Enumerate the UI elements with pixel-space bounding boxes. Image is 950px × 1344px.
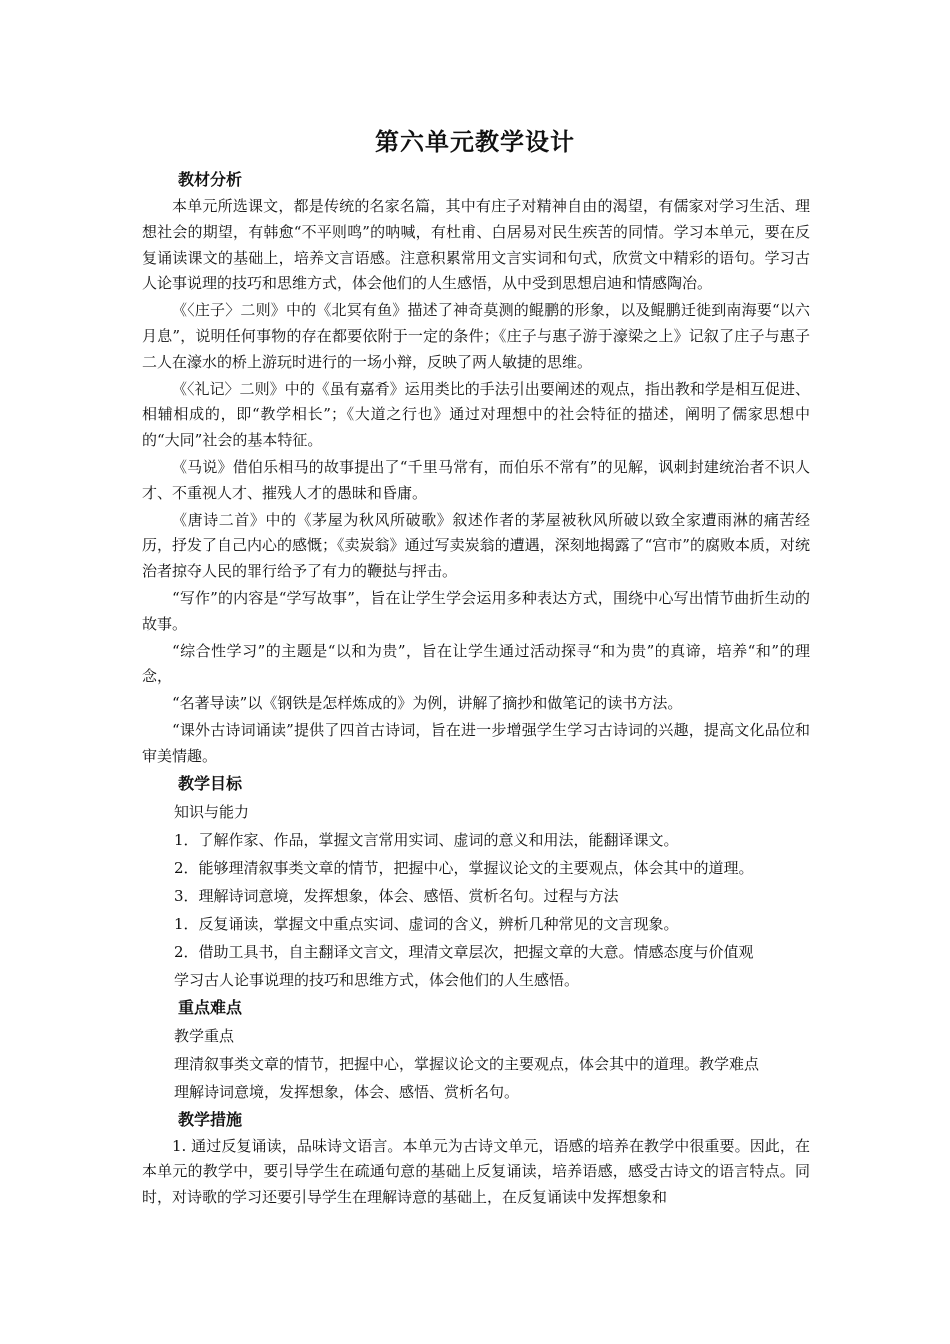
- section-heading-analysis: 教材分析: [178, 170, 243, 189]
- document-body: [142, 166, 810, 1211]
- measures-paragraph: 1. 通过反复诵读，品味诗文语言。本单元为古诗文单元，语感的培养在教学中很重要。因此，在本单元的教学中，要引导学生在疏通句意的基础上反复诵读，培养语感，感受古诗文的语言特点。同时，对诗歌的学习还要引导学生在理解诗意的基础上，在反复诵读中发挥想象和: [142, 1136, 810, 1207]
- section-heading-goals: 教学目标: [178, 773, 243, 793]
- goal-item-text: 3．理解诗词意境，发挥想象，体会、感悟、赏析名句。: [174, 886, 544, 905]
- analysis-paragraph: “名著导读”以《钢铁是怎样炼成的》为例，讲解了摘抄和做笔记的读书方法。: [172, 694, 683, 713]
- goal-item: 学习古人论事说理的技巧和思维方式，体会他们的人生感悟。: [174, 970, 580, 989]
- analysis-paragraph: 《〈礼记〉二则》中的《虽有嘉肴》运用类比的手法引出要阐述的观点，指出教和学是相互促进、相辅相成的，即“教学相长”；《大道之行也》通过对理想中的社会特征的描述，阐明了儒家思想中的“大同”社会的基本特征。: [142, 379, 810, 450]
- subheading-difficulty: 教学难点: [699, 1054, 760, 1073]
- section-heading-keypoints: 重点难点: [178, 997, 243, 1017]
- subheading-knowledge: 知识与能力: [174, 802, 250, 821]
- section-heading-measures: 教学措施: [178, 1109, 243, 1129]
- goal-item: [174, 882, 810, 910]
- analysis-paragraph: 《〈庄子〉二则》中的《北冥有鱼》描述了神奇莫测的鲲鹏的形象，以及鲲鹏迁徙到南海要“以六月息”，说明任何事物的存在都要依附于一定的条件；《庄子与惠子游于濠梁之上》记叙了庄子与惠子二人在濠水的桥上游玩时进行的一场小辩，反映了两人敏捷的思维。: [142, 301, 810, 371]
- analysis-paragraph: “综合性学习”的主题是“以和为贵”，旨在让学生通过活动探寻“和为贵”的真谛，培养“和”的理念，: [142, 641, 810, 686]
- analysis-paragraph: 本单元所选课文，都是传统的名家名篇，其中有庄子对精神自由的渴望，有儒家对学习生活、理想社会的期望，有韩愈“不平则鸣”的呐喊，有杜甫、白居易对民生疾苦的同情。学习本单元，要在反复诵读课文的基础上，培养文言语感。注意积累常用文言实词和句式，欣赏文中精彩的语句。学习古人论事说理的技巧和思维方式，体会他们的人生感悟，从中受到思想启迪和情感陶冶。: [142, 197, 810, 293]
- analysis-paragraph: 《马说》借伯乐相马的故事提出了“千里马常有，而伯乐不常有”的见解，讽刺封建统治者不识人才、不重视人才、摧残人才的愚昧和昏庸。: [142, 457, 810, 502]
- analysis-paragraph: 《唐诗二首》中的《茅屋为秋风所破歌》叙述作者的茅屋被秋风所破以致全家遭雨淋的痛苦经历，抒发了自己内心的感慨；《卖炭翁》通过写卖炭翁的遭遇，深刻地揭露了“宫市”的腐败本质，对统治者掠夺人民的罪行给予了有力的鞭挞与抨击。: [142, 510, 810, 581]
- goal-item: 1．了解作家、作品，掌握文言常用实词、虚词的意义和用法，能翻译课文。: [174, 830, 679, 849]
- page-title: 第六单元教学设计: [375, 128, 575, 156]
- difficulty-text: 理解诗词意境，发挥想象，体会、感悟、赏析名句。: [174, 1082, 520, 1101]
- goal-item: 2．能够理清叙事类文章的情节，把握中心，掌握议论文的主要观点，体会其中的道理。: [174, 858, 754, 877]
- subheading-key: 教学重点: [174, 1026, 235, 1045]
- subheading-attitude: 情感态度与价值观: [633, 942, 754, 961]
- analysis-paragraph: “写作”的内容是“学写故事”，旨在让学生学会运用多种表达方式，围绕中心写出情节曲折生动的故事。: [142, 588, 810, 633]
- subheading-process: 过程与方法: [543, 886, 619, 905]
- goal-item: [174, 938, 810, 966]
- keypoint-text: [174, 1050, 810, 1078]
- analysis-paragraph: “课外古诗词诵读”提供了四首古诗词，旨在进一步增强学生学习古诗词的兴趣，提高文化品位和审美情趣。: [142, 720, 810, 765]
- goal-item-text: 2．借助工具书，自主翻译文言文，理清文章层次，把握文章的大意。: [174, 942, 634, 961]
- keypoint-text-1: 理清叙事类文章的情节，把握中心，掌握议论文的主要观点，体会其中的道理。: [174, 1054, 700, 1073]
- goal-item: 1．反复诵读，掌握文中重点实词、虚词的含义，辨析几种常见的文言现象。: [174, 914, 679, 933]
